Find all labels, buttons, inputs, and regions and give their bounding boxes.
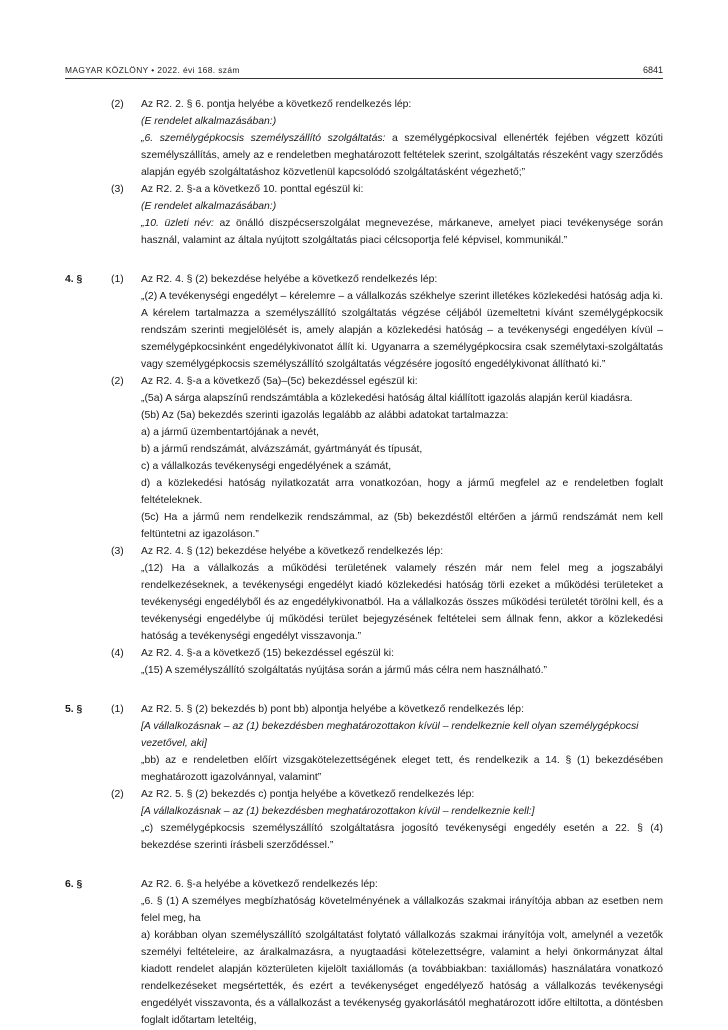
amendment-instruction: Az R2. 4. §-a a következő (5a)–(5c) bekezdéssel egészül ki: xyxy=(141,376,418,387)
amendment-text: „c) személygépkocsis személyszállító szolgáltatásra jogosító tevékenységi engedély esetén a 22. § (4) bekezdése szerinti írásbeli szerződéssel.” xyxy=(141,823,663,851)
section-number: 5. § xyxy=(65,704,83,715)
amendment-instruction: Az R2. 4. §-a a következő (15) bekezdéssel egészül ki: xyxy=(141,648,394,659)
section-3-continuation xyxy=(65,96,663,249)
paragraph-item xyxy=(111,96,663,181)
context-note: [A vállalkozásnak – az (1) bekezdésben meghatározottakon kívül – rendelkeznie kell olyan személygépkocsi vezetővel, aki] xyxy=(141,721,639,749)
paragraph-number: (3) xyxy=(111,184,124,195)
page-number: 6841 xyxy=(642,65,663,75)
paragraph-item xyxy=(111,786,663,854)
context-note: (E rendelet alkalmazásában:) xyxy=(141,201,277,212)
defined-term: „10. üzleti név: xyxy=(141,218,214,229)
list-point: d) a közlekedési hatóság nyilatkozatát arra vonatkozóan, hogy a jármű megfelel az e rendeletben foglalt feltételeknek. xyxy=(141,478,663,506)
paragraph-item xyxy=(111,645,663,679)
amendment-instruction: Az R2. 2. § 6. pontja helyébe a következő rendelkezés lép: xyxy=(141,99,412,110)
amendment-instruction: Az R2. 2. §-a a következő 10. ponttal egészül ki: xyxy=(141,184,364,195)
amendment-instruction: Az R2. 6. §-a helyébe a következő rendelkezés lép: xyxy=(141,879,378,890)
amendment-instruction: Az R2. 5. § (2) bekezdés c) pontja helyébe a következő rendelkezés lép: xyxy=(141,789,475,800)
header-rule xyxy=(65,78,663,79)
amendment-text: „(12) Ha a vállalkozás a működési területének valamely részén már nem felel meg a jogszabályi rendelkezéseknek, a tevékenységi engedélyt kiadó közlekedési hatóság törli ezeket a működési területeket a tevékenységi engedélyből és az engedélykivonatból. Ha a vállalkozás összes működési területét törölni kell, és a tevékenységi engedélybe új működési terület bejegyzésének feltételei sem állnak fenn, akkor a közlekedési hatóság a tevékenységi engedélyt visszavonja.” xyxy=(141,563,663,642)
amendment-instruction: Az R2. 4. § (12) bekezdése helyébe a következő rendelkezés lép: xyxy=(141,546,444,557)
publication-title: MAGYAR KÖZLÖNY • 2022. évi 168. szám xyxy=(65,65,240,75)
paragraph-number: (2) xyxy=(111,789,124,800)
amendment-text xyxy=(141,130,663,181)
amendment-text: „(2) A tevékenységi engedélyt – kérelemre – a vállalkozás székhelye szerint illetékes közlekedési hatóság adja ki. A kérelem tartalmazza a személyszállító szolgáltatás végzése céljából üzemeltetni kívánt személygépkocsik rendszám szerinti megjelölését is, amely alapján a közlekedési hatóság – a tevékenységi engedélyen kívül – személygépkocsinként engedélykivonatot állít ki. Ugyanarra a személygépkocsira csak személytaxi-szolgáltatás vagy személygépkocsis személyszállító szolgáltatás végzésére jogosító engedélykivonat állítható ki.” xyxy=(141,291,663,370)
paragraph-number: (4) xyxy=(111,648,124,659)
section-5 xyxy=(65,701,663,854)
list-point: c) a vállalkozás tevékenységi engedélyének a számát, xyxy=(141,461,392,472)
defined-term: „6. személygépkocsis személyszállító szolgáltatás: xyxy=(141,133,386,144)
amendment-instruction: Az R2. 4. § (2) bekezdése helyébe a következő rendelkezés lép: xyxy=(141,274,438,285)
amendment-instruction: Az R2. 5. § (2) bekezdés b) pont bb) alpontja helyébe a következő rendelkezés lép: xyxy=(141,704,524,715)
definition-text: az önálló diszpécserszolgálat megnevezése, márkaneve, amelyet piaci tevékenysége során használ, valamint az általa nyújtott szolgáltatás piaci célcsoportja felé képvisel, kommunikál.” xyxy=(141,218,664,246)
paragraph-number: (1) xyxy=(111,704,124,715)
paragraph-item xyxy=(111,543,663,645)
document-body xyxy=(65,96,663,1029)
section-number: 6. § xyxy=(65,879,83,890)
page-header xyxy=(65,62,663,76)
paragraph-item xyxy=(111,876,663,1029)
paragraph-item xyxy=(111,701,663,786)
list-point: a) a jármű üzembentartójának a nevét, xyxy=(141,427,319,438)
amendment-text: „bb) az e rendeletben előírt vizsgakötelezettségének eleget tett, és rendelkezik a 14. § (1) bekezdésében meghatározott igazolvánnyal, valamint” xyxy=(141,755,663,783)
context-note: (E rendelet alkalmazásában:) xyxy=(141,116,277,127)
paragraph-number: (2) xyxy=(111,99,124,110)
amendment-text xyxy=(141,215,663,249)
list-point: a) korábban olyan személyszállító szolgáltatást folytató vállalkozás szakmai irányítója volt, amelynél a vezetők személyi feltételeire, az áralkalmazásra, a nyugtaadási kötelezettségre, valamint a helyi önkormányzat által kiadott rendelet alapján közterületen kijelölt taxiállomás (a továbbiakban: taxiállomás) használatára vonatkozó rendelkezéseket megsértették, és ezért a tevékenységet engedélyező hatóság a vállalkozás tevékenységi engedélyét visszavonta, és a vállalkozást a tevékenység gyakorlásától meghatározott időre eltiltotta, a döntésben foglalt időtartam leteltéig, xyxy=(141,930,663,1026)
context-note: [A vállalkozásnak – az (1) bekezdésben meghatározottakon kívül – rendelkeznie kell:] xyxy=(141,806,535,817)
amendment-text: „6. § (1) A személyes megbízhatóság követelményének a vállalkozás szakmai irányítója abban az esetben nem felel meg, ha xyxy=(141,896,663,924)
paragraph-item xyxy=(111,373,663,543)
definition-text: a személygépkocsival ellenérték fejében végzett közúti személyszállítás, amely az e rendeletben meghatározott feltételek szerint, szolgáltatás részeként vagy szerződés alapján egyéb szolgáltatáshoz közvetlenül kapcsolódó szolgáltatásként végezhető;” xyxy=(141,133,663,178)
paragraph-number: (3) xyxy=(111,546,124,557)
amendment-text: (5c) Ha a jármű nem rendelkezik rendszámmal, az (5b) bekezdéstől eltérően a jármű rendszámát nem kell feltüntetni az igazoláson.” xyxy=(141,512,663,540)
paragraph-number: (1) xyxy=(111,274,124,285)
paragraph-item xyxy=(111,271,663,373)
paragraph-item xyxy=(111,181,663,249)
amendment-text: „(5a) A sárga alapszínű rendszámtábla a közlekedési hatóság által kiállított igazolás alapján kerül kiadásra. xyxy=(141,393,633,404)
amendment-text: „(15) A személyszállító szolgáltatás nyújtása során a jármű más célra nem használható.” xyxy=(141,665,547,676)
section-number: 4. § xyxy=(65,274,83,285)
section-6 xyxy=(65,876,663,1029)
list-point: b) a jármű rendszámát, alvázszámát, gyártmányát és típusát, xyxy=(141,444,423,455)
paragraph-number: (2) xyxy=(111,376,124,387)
amendment-text: (5b) Az (5a) bekezdés szerinti igazolás legalább az alábbi adatokat tartalmazza: xyxy=(141,410,509,421)
section-4 xyxy=(65,271,663,679)
